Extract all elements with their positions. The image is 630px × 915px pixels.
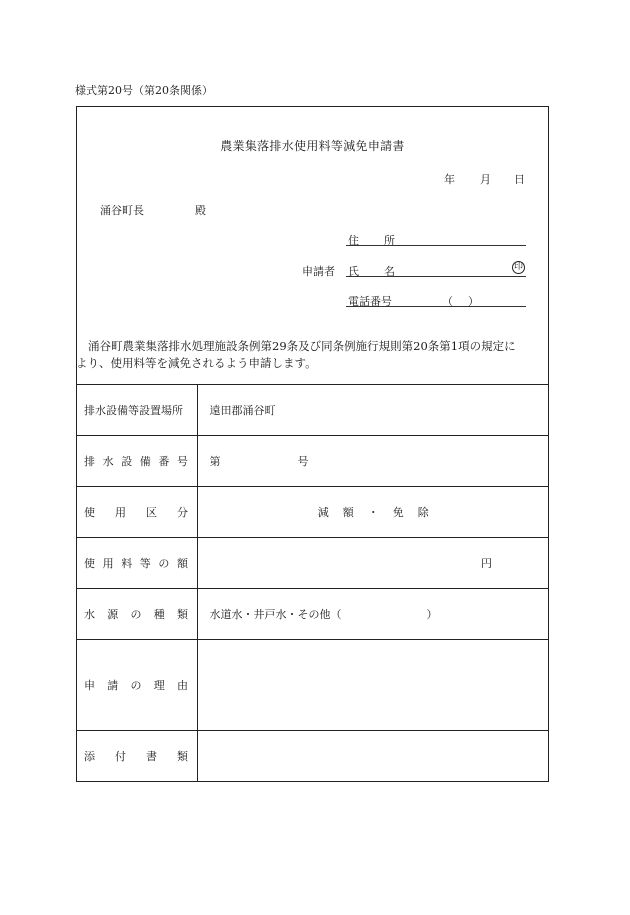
row-label-equipment-number: 排 水 設 備 番 号 — [76, 436, 197, 487]
request-statement-line-1: 涌谷町農業集落排水処理施設条例第29条及び同条例施行規則第20条第1項の規定に — [88, 339, 516, 353]
phone-label: 電話番号 — [348, 295, 392, 308]
table-row — [76, 589, 549, 640]
request-statement-line-2: より、使用料等を減免されるよう申請します。 — [76, 356, 317, 370]
phone-paren-close: ） — [468, 295, 479, 308]
date-year-label: 年 — [444, 173, 455, 186]
row-label-fee-amount: 使 用 料 等 の 額 — [76, 538, 197, 589]
equipment-number-suffix: 号 — [297, 455, 309, 468]
option-reduction-2: 額 — [342, 506, 354, 519]
name-label-2: 名 — [384, 265, 395, 278]
date-month-label: 月 — [480, 173, 491, 186]
table-row — [76, 385, 549, 436]
table-row — [76, 640, 549, 731]
address-label-1: 住 — [348, 234, 359, 247]
equipment-number-prefix: 第 — [209, 455, 221, 468]
option-exemption-2: 除 — [417, 506, 429, 519]
table-row — [76, 487, 549, 538]
equipment-number-field[interactable] — [197, 436, 549, 487]
option-exemption-1: 免 — [392, 506, 404, 519]
water-source-field[interactable] — [197, 589, 549, 640]
table-row — [76, 436, 549, 487]
fee-amount-field[interactable] — [197, 538, 549, 589]
table-row — [76, 538, 549, 589]
option-separator: ・ — [367, 506, 379, 519]
water-source-close: ） — [426, 608, 438, 621]
row-label-usage-category: 使 用 区 分 — [76, 487, 197, 538]
table-row — [76, 731, 549, 781]
request-statement — [76, 338, 516, 372]
seal-mark: 印 — [513, 262, 523, 272]
phone-paren-open: （ — [442, 295, 453, 308]
usage-category-field[interactable] — [197, 487, 549, 538]
row-label-water-source: 水 源 の 種 類 — [76, 589, 197, 640]
address-field[interactable] — [346, 245, 526, 246]
applicant-label: 申請者 — [302, 265, 335, 278]
addressee-honorific: 殿 — [195, 204, 206, 217]
row-label-attachments: 添 付 書 類 — [76, 731, 197, 781]
option-reduction-1: 減 — [317, 506, 329, 519]
name-label-1: 氏 — [348, 265, 359, 278]
name-field[interactable] — [346, 276, 526, 277]
date-day-label: 日 — [514, 173, 525, 186]
row-label-reason: 申 請 の 理 由 — [76, 640, 197, 731]
water-source-options: 水道水・井戸水・その他（ — [209, 608, 342, 621]
phone-field[interactable] — [346, 306, 526, 307]
addressee-name: 涌谷町長 — [100, 204, 144, 217]
attachments-field[interactable] — [197, 731, 549, 781]
details-table — [76, 384, 549, 781]
form-title: 農業集落排水使用料等減免申請書 — [220, 139, 405, 153]
row-label-location: 排水設備等設置場所 — [76, 385, 197, 436]
address-label-2: 所 — [384, 234, 395, 247]
location-value[interactable]: 遠田郡涌谷町 — [197, 385, 549, 436]
form-number-label: 様式第20号（第20条関係） — [75, 84, 213, 97]
yen-unit: 円 — [481, 557, 492, 570]
reason-field[interactable] — [197, 640, 549, 731]
